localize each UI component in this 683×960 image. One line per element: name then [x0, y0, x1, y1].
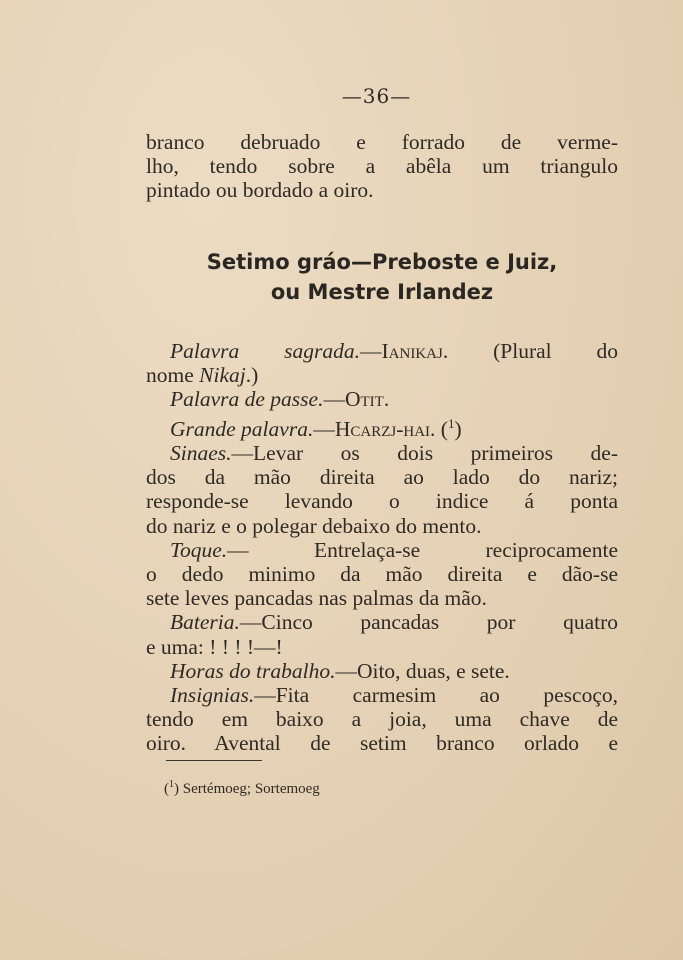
entry-palavra-sagrada-cont [146, 363, 618, 387]
footnote-text: Sertémoeg; Sortemoeg [182, 781, 320, 797]
entry-grande-palavra: Grande palavra.—Hcarzj-hai. ($^1$) [170, 415, 462, 441]
footnote-rule [166, 760, 262, 761]
ritual-entries [146, 339, 618, 756]
entry-note-end: .) [245, 363, 259, 388]
entry-text: —Oito, duas, e sete. [335, 658, 510, 683]
entry-sinaes-line: dos da mão direita ao lado do nariz; [146, 465, 618, 490]
entry-value: Hcarzj-hai. [334, 416, 436, 441]
entry-label: Insignias. [170, 683, 255, 707]
entry-label: Horas do trabalho. [170, 658, 336, 683]
footnote-marker: 1 [169, 779, 174, 790]
entry-bateria-line: e uma: ! ! ! !—! [146, 634, 283, 659]
heading-line-2: ou Mestre Irlandez [270, 280, 494, 304]
entry-sinaes-line: do nariz e o polegar debaixo do mento. [146, 513, 482, 538]
entry-bateria [146, 610, 618, 634]
entry-palavra-passe [146, 387, 618, 411]
entry-value: Otit. [344, 387, 390, 412]
paragraph-line: branco debruado e forrado de verme- [146, 130, 618, 154]
entry-sinaes [146, 441, 618, 465]
top-paragraph [146, 130, 618, 203]
entry-label: Toque. [170, 537, 228, 562]
paragraph-line: lho, tendo sobre a abêla um triangulo [146, 154, 618, 179]
entry-label: Sinaes. [170, 440, 232, 465]
entry-insignias-line: oiro. Avental de setim branco orlado e [146, 731, 618, 756]
entry-label: Palavra sagrada. [170, 339, 361, 363]
entry-note: (Plural do [448, 339, 618, 363]
entry-insignias [146, 683, 618, 707]
entry-text: —Fita carmesim ao pescoço, [254, 683, 618, 707]
footnote-ref: 1 [447, 415, 455, 431]
heading-line-1: Setimo gráo—Preboste e Juiz, [206, 250, 558, 274]
entry-toque [146, 538, 618, 562]
entry-insignias-line: tendo em baixo a joia, uma chave de [146, 707, 618, 732]
page-number: —36— [341, 84, 412, 108]
entry-value: Ianikaj. [381, 339, 449, 363]
footnote: ($^1$) Sertémoeg; Sortemoeg [164, 779, 320, 797]
entry-horas [146, 659, 618, 683]
entry-dash: — [323, 387, 345, 412]
entry-text: — Entrelaça-se reciprocamente [227, 537, 618, 562]
entry-dash: — [313, 416, 335, 441]
entry-text: —Levar os dois primeiros de- [231, 440, 618, 465]
entry-label: Palavra de passe. [170, 387, 324, 412]
paragraph-line: pintado ou bordado a oiro. [146, 178, 374, 203]
entry-toque-line: o dedo minimo da mão direita e dão-se [146, 561, 618, 586]
entry-note-word: Nikaj [199, 363, 246, 388]
entry-label: Bateria. [170, 610, 240, 635]
entry-dash: — [360, 339, 382, 363]
section-heading [140, 247, 624, 307]
entry-palavra-sagrada [146, 339, 618, 363]
entry-toque-line: sete leves pancadas nas palmas da mão. [146, 586, 487, 611]
entry-text: —Cinco pancadas por quatro [239, 610, 618, 635]
entry-label: Grande palavra. [170, 416, 314, 441]
entry-sinaes-line: responde-se levando o indice á ponta [146, 489, 618, 514]
entry-note-cont: nome [146, 363, 200, 388]
